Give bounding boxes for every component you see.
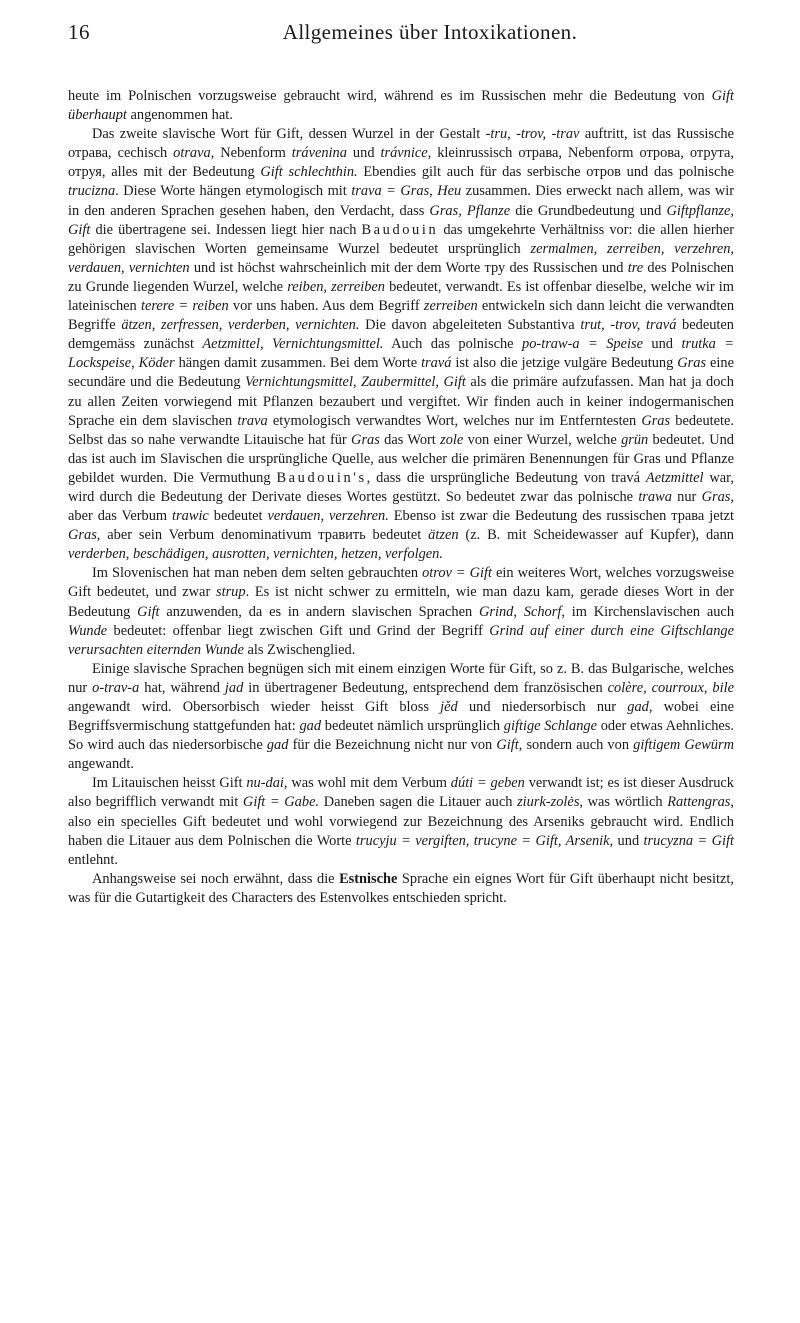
text-run: entwickeln sich dann leicht die verwandten Begriffe: [68, 298, 735, 334]
italic-run: giftigem Gewürm: [633, 737, 734, 754]
italic-run: trucyju = vergiften, trucyne = Gift, Arsenik,: [355, 832, 614, 849]
italic-run: Aetzmittel, Vernichtungsmittel.: [202, 336, 384, 353]
text-run: . Es ist nicht schwer zu ermitteln, wie man dazu kam, gerade dieses Wort in der Bedeutung: [68, 584, 734, 620]
paragraph-6: [68, 870, 734, 908]
italic-run: trut, -trov, travá: [580, 317, 677, 334]
italic-run: grün: [621, 431, 649, 448]
text-run: Auch das polnische: [383, 336, 523, 353]
text-run: hängen damit zusammen. Bei dem Worte: [174, 355, 422, 372]
text-run: die Grundbedeutung und: [510, 202, 667, 219]
text-run: , sondern auch von: [518, 737, 634, 754]
text-run: etymologisch verwandtes Wort, welches nur im Entferntesten: [267, 412, 642, 429]
text-run: verwandt ist; es ist dieser Ausdruck also begrifflich verwandt mit: [68, 775, 734, 811]
text-run: anzuwenden, da es in andern slavischen Sprachen: [159, 603, 479, 620]
italic-run: zerreiben: [423, 298, 478, 315]
italic-run: trava = Gras, Heu: [351, 183, 462, 200]
italic-run: gad: [266, 737, 289, 754]
paragraph-1: [68, 87, 734, 125]
italic-run: trávenina: [291, 145, 347, 162]
italic-run: strup: [215, 584, 246, 601]
italic-run: trávnice: [380, 145, 428, 162]
italic-run: Gift = Gabe.: [242, 794, 320, 811]
italic-run: ziurk-zolės: [517, 794, 580, 811]
italic-run: Aetzmittel: [645, 469, 704, 486]
text-run: , kleinrussisch отрава, Nebenform отрова, отрута, отруя, alles mit der Bedeutung: [68, 145, 734, 181]
paragraph-2: [68, 125, 734, 564]
italic-run: po-traw-a = Speise: [522, 336, 643, 353]
italic-run: otrov = Gift: [422, 565, 493, 582]
text-run: angewandt wird. Obersorbisch wieder heisst Gift bloss: [68, 699, 441, 715]
text-run: zusammen. Dies erweckt nach allem, was wir in den anderen Sprachen gesehen haben, den Verdacht, dass: [68, 183, 735, 219]
text-run: in übertragener Bedeutung, entsprechend dem französischen: [243, 679, 608, 696]
text-run: von einer Wurzel, welche: [463, 431, 622, 448]
text-run: bedeutet: [208, 508, 268, 525]
text-run: bedeutet, verwandt. Es ist offenbar dieselbe, welche wir im lateinischen: [68, 278, 734, 315]
paragraph-4: [68, 660, 734, 775]
text-run: , im Kirchenslavischen auch: [561, 603, 735, 620]
text-run: und: [613, 832, 644, 849]
italic-run: Wunde: [68, 622, 108, 639]
text-run: Die davon abgeleiteten Substantiva: [359, 317, 581, 334]
text-run: Ebenso ist zwar die Bedeutung des russischen трава jetzt: [388, 508, 734, 525]
italic-run: gad: [627, 699, 649, 715]
text-run: bedeutet nämlich ursprünglich: [321, 718, 504, 735]
text-run: und: [346, 145, 381, 162]
text-run: als Zwischenglied.: [243, 641, 356, 658]
italic-run: Grind auf einer durch eine Giftschlange verursachten eiternden Wunde: [68, 622, 734, 658]
italic-run: trutka = Lockspeise, Köder: [68, 336, 735, 372]
body-text: [68, 87, 734, 908]
italic-run: Gras: [677, 355, 707, 372]
text-run: des Polnischen zu Grunde liegenden Wurzel, welche: [68, 259, 734, 295]
text-run: eine secundäre und die Bedeutung: [68, 355, 734, 391]
text-run: , was wörtlich: [579, 794, 668, 811]
text-run: angewandt.: [68, 756, 134, 773]
italic-run: o-trav-a: [92, 679, 140, 696]
italic-run: dúti = geben: [450, 775, 525, 792]
italic-run: Gras: [351, 431, 380, 448]
italic-run: nu-dai: [246, 775, 284, 792]
italic-run: Rattengras: [667, 794, 731, 811]
text-run: das umgekehrte Verhältniss vor: die allen hierher gehörigen slavischen Worten gemeinsame Wurzel bedeutet ursprünglich: [68, 221, 734, 257]
italic-run: ätzen, zerfressen, verderben, vernichten.: [121, 317, 360, 334]
text-run: oder etwas Aehnliches. So wird auch das niedersorbische: [68, 718, 734, 754]
running-head: [68, 18, 732, 48]
text-run: das Wort: [379, 431, 441, 448]
italic-run: jěd: [440, 699, 458, 715]
text-run: und niedersorbisch nur: [457, 699, 628, 715]
italic-run: trava: [237, 412, 268, 429]
text-run: (z. B. mit Scheidewasser auf Kupfer), dann: [458, 527, 734, 544]
italic-run: Grind, Schorf: [478, 603, 562, 620]
text-run: als die primäre aufzufassen. Man hat ja doch zu allen Zeiten vorwiegend mit Pflanzen bezaubert und vergiftet. Wir finden auch in keiner indogermanischen Sprache ein dem slavischen: [68, 374, 734, 429]
italic-run: trawa: [638, 488, 672, 505]
paragraph-5: [68, 774, 734, 869]
text-run: Sprache ein eignes Wort für Gift überhaupt nicht besitzt, was für die Gutartigkeit des Characters des Estenvolkes entschieden spricht.: [68, 870, 735, 906]
text-run: ist also die jetzige vulgäre Bedeutung: [451, 355, 678, 372]
paragraph-3: [68, 564, 734, 659]
italic-run: -tru, -trov, -trav: [485, 126, 580, 143]
italic-run: terere = reiben: [140, 298, 229, 315]
text-run: Ebendies gilt auch für das serbische отров und das polnische: [357, 164, 735, 181]
text-run: . Diese Worte hängen etymologisch mit: [115, 183, 352, 200]
text-run: bedeutet. Und das ist auch im Slavischen die ursprüngliche Quelle, aus welcher die primären Benennungen für Gras und Pflanze gebildet wurden. Die Vermuthung: [68, 431, 734, 486]
running-title: Allgemeines über Intoxikationen.: [282, 20, 578, 44]
text-run: bedeutet: offenbar liegt zwischen Gift und Grind der Begriff: [107, 622, 490, 639]
italic-run: otrava: [173, 145, 211, 162]
text-run: Einige slavische Sprachen begnügen sich mit einem einzigen Worte für Gift, so z. B. das Bulgarische, welches nur: [68, 660, 734, 696]
text-run: Daneben sagen die Litauer auch: [319, 794, 518, 811]
text-run: bedeutete. Selbst das so nahe verwandte Litauische hat für: [68, 412, 735, 448]
italic-run: Gras, Pflanze: [429, 202, 511, 219]
text-run: , was wohl mit dem Verbum: [283, 775, 451, 792]
text-run: , also ein specielles Gift bedeutet und wohl vorwiegend zur Bezeichnung des Arseniks gebraucht wird. Endlich haben die Litauer aus dem Polnischen die Worte: [68, 794, 735, 849]
text-run: heute im Polnischen vorzugsweise gebraucht wird, während es im Russischen mehr die Bedeutung von: [68, 88, 712, 104]
text-run: hat, während: [139, 679, 225, 696]
text-run: entlehnt.: [68, 851, 118, 868]
italic-run: verderben, beschädigen, ausrotten, vernichten, hetzen, verfolgen.: [68, 546, 443, 563]
text-run: , dass die ursprüngliche Bedeutung von travá: [366, 469, 646, 486]
text-run: war, wird durch die Bedeutung der Derivate dieses Wortes gestützt. So bedeutet zwar das polnische: [68, 469, 734, 505]
italic-run: Gift überhaupt: [68, 88, 734, 124]
italic-run: zole: [440, 431, 464, 448]
text-run: , wobei eine Begriffsvermischung stattgefunden hat:: [68, 699, 734, 735]
italic-run: colère, courroux, bile: [607, 679, 734, 696]
text-run: auftritt, ist das Russische отрава, cechisch: [68, 126, 735, 162]
bold-run: Estnische: [339, 870, 398, 887]
text-run: vor uns haben. Aus dem Begriff: [228, 298, 424, 315]
text-run: ein weiteres Wort, welches vorzugsweise Gift bedeutet, und zwar: [68, 565, 734, 601]
text-run: nur: [671, 488, 702, 505]
text-run: und ist höchst wahrscheinlich mit der dem Worte тру des Russischen und: [189, 259, 628, 276]
italic-run: tre: [627, 259, 644, 276]
italic-run: Gras: [68, 527, 97, 544]
italic-run: Giftpflanze, Gift: [68, 202, 734, 238]
italic-run: trucyzna = Gift: [643, 832, 735, 849]
italic-run: jad: [224, 679, 244, 696]
italic-run: Vernichtungsmittel, Zaubermittel, Gift: [245, 374, 466, 391]
text-run: angenommen hat.: [126, 107, 233, 124]
spaced-name: Baudouin's: [276, 469, 367, 486]
italic-run: travá: [421, 355, 452, 372]
italic-run: Gift schlechthin.: [260, 164, 358, 181]
italic-run: Gift: [137, 603, 160, 620]
text-run: , Nebenform: [210, 145, 292, 162]
text-run: bedeuten demgemäss zunächst: [68, 317, 734, 353]
spaced-name: Baudouin: [361, 221, 439, 238]
italic-run: ätzen: [428, 527, 459, 544]
italic-run: trawic: [172, 508, 209, 525]
text-run: , aber das Verbum: [68, 488, 734, 525]
text-run: Das zweite slavische Wort für Gift, dessen Wurzel in der Gestalt: [92, 126, 486, 143]
italic-run: Gift: [496, 737, 519, 754]
italic-run: verdauen, verzehren.: [267, 508, 389, 525]
page-number: 16: [68, 20, 90, 44]
text-run: und: [642, 336, 682, 353]
italic-run: giftige Schlange: [503, 718, 597, 735]
text-run: Anhangsweise sei noch erwähnt, dass die: [92, 870, 340, 887]
italic-run: gad: [299, 718, 322, 735]
text-run: , aber sein Verbum denominativum травить bedeutet: [96, 527, 429, 544]
italic-run: Gras: [701, 488, 731, 505]
italic-run: Gras: [641, 412, 671, 429]
text-run: Im Slovenischen hat man neben dem selten gebrauchten: [92, 565, 423, 582]
italic-run: reiben, zerreiben: [287, 278, 385, 295]
text-run: die übertragene sei. Indessen liegt hier nach: [90, 221, 362, 238]
text-run: Im Litauischen heisst Gift: [92, 775, 247, 792]
italic-run: zermalmen, zerreiben, verzehren, verdauen, vernichten: [68, 240, 734, 276]
italic-run: trucizna: [68, 183, 116, 200]
text-run: für die Bezeichnung nicht nur von: [288, 737, 497, 754]
